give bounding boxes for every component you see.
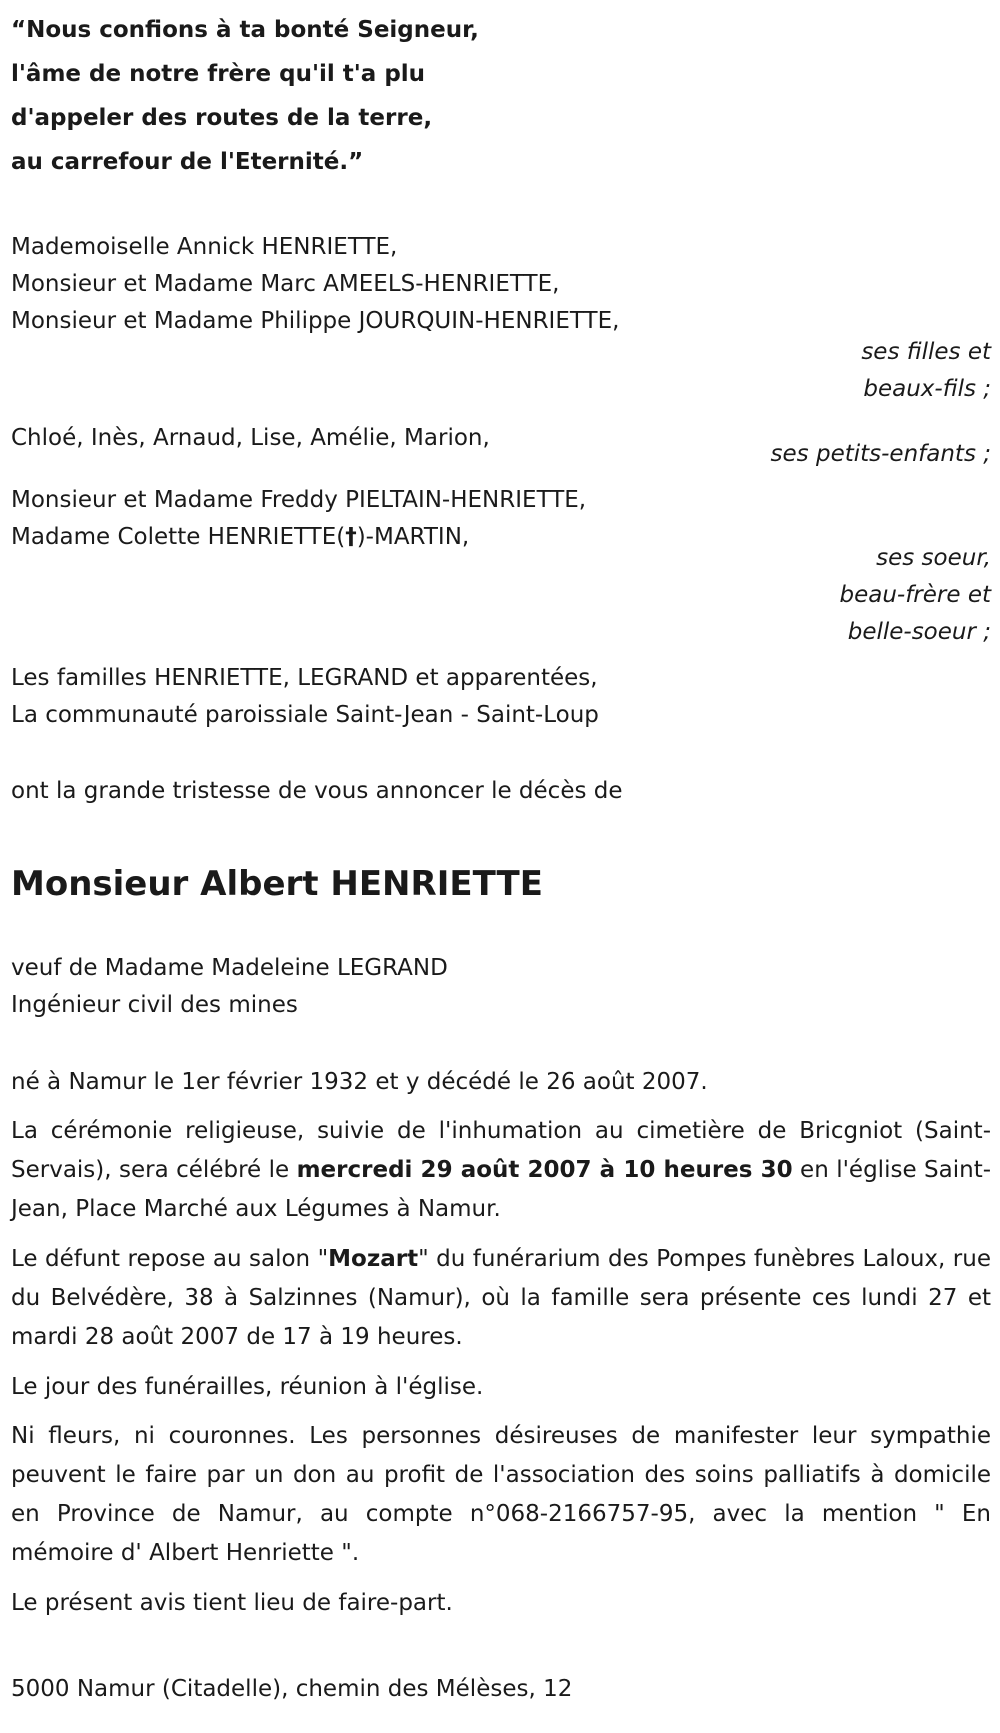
ceremony-paragraph	[11, 1112, 991, 1229]
meeting-line	[11, 1368, 991, 1407]
cross-icon: †	[345, 524, 357, 550]
epigraph-line: au carrefour de l'Eternité.”	[11, 149, 364, 175]
profession-line: Ingénieur civil des mines	[11, 992, 298, 1018]
announcement-text	[11, 773, 623, 810]
announcement-line: ont la grande tristesse de vous annoncer le décès de	[11, 778, 623, 804]
ceremony-text: La cérémonie religieuse, suivie de l'inhumation au cimetière de Bricgniot (Saint-Servais), sera célébré le	[11, 1118, 991, 1183]
family-member-name: Madame Colette HENRIETTE(	[11, 524, 346, 550]
epigraph-line: “Nous confions à ta bonté Seigneur,	[11, 17, 479, 43]
family-member: Chloé, Inès, Arnaud, Lise, Amélie, Marion,	[11, 425, 490, 451]
family-member-name-end: )-MARTIN,	[356, 524, 470, 550]
ceremony-date: mercredi 29 août 2007 à 10 heures 30	[296, 1157, 793, 1183]
siblings-role	[839, 540, 991, 651]
daughters-role	[861, 334, 991, 408]
role-line: belle-soeur ;	[847, 619, 991, 645]
epigraph-line: d'appeler des routes de la terre,	[11, 105, 433, 131]
siblings-list	[11, 482, 586, 556]
birth-death-line	[11, 1063, 991, 1102]
grandchildren-role	[771, 436, 991, 473]
address-line	[11, 1670, 991, 1709]
families-list	[11, 660, 599, 734]
notice-text: Le présent avis tient lieu de faire-part.	[11, 1590, 453, 1616]
ceremony-text-end: en l'église Saint-Jean, Place Marché aux Légumes à Namur.	[11, 1157, 992, 1222]
meeting-text: Le jour des funérailles, réunion à l'église.	[11, 1374, 484, 1400]
flowers-text: Ni fleurs, ni couronnes. Les personnes désireuses de manifester leur sympathie peuvent le faire par un don au profit de l'association des soins palliatifs à domicile en Province de Namur, au compte n°068-2166757-95, avec la mention " En mémoire d' Albert Henriette ".	[11, 1423, 991, 1566]
epigraph-quote	[11, 8, 479, 184]
family-member: Monsieur et Madame Freddy PIELTAIN-HENRIETTE,	[11, 487, 587, 513]
flowers-paragraph	[11, 1417, 991, 1573]
notice-line	[11, 1584, 991, 1623]
family-member: Monsieur et Madame Philippe JOURQUIN-HENRIETTE,	[11, 308, 620, 334]
epigraph-line: l'âme de notre frère qu'il t'a plu	[11, 61, 426, 87]
role-line: ses filles et	[861, 339, 991, 365]
birth-death-text: né à Namur le 1er février 1932 et y décédé le 26 août 2007.	[11, 1069, 708, 1095]
rest-text-end: " du funérarium des Pompes funèbres Laloux, rue du Belvédère, 38 à Salzinnes (Namur), où la famille sera présente ces lundi 27 et mardi 28 août 2007 de 17 à 19 heures.	[11, 1246, 991, 1350]
rest-text: Le défunt repose au salon "	[11, 1246, 329, 1272]
family-member: La communauté paroissiale Saint-Jean - Saint-Loup	[11, 702, 599, 728]
family-member: Les familles HENRIETTE, LEGRAND et apparentées,	[11, 665, 598, 691]
daughters-list	[11, 229, 619, 340]
family-member: Mademoiselle Annick HENRIETTE,	[11, 234, 398, 260]
family-member	[11, 519, 586, 556]
grandchildren-list	[11, 420, 490, 457]
address-text: 5000 Namur (Citadelle), chemin des Mélèses, 12	[11, 1676, 573, 1702]
role-line: beaux-fils ;	[863, 376, 991, 402]
role-line: beau-frère et	[839, 582, 991, 608]
rest-paragraph	[11, 1240, 991, 1357]
deceased-name: Monsieur Albert HENRIETTE	[11, 864, 543, 904]
deceased-details	[11, 950, 448, 1024]
role-line: ses soeur,	[876, 545, 991, 571]
obituary-page	[11, 0, 991, 1733]
role-line: ses petits-enfants ;	[770, 441, 991, 467]
salon-name: Mozart	[328, 1246, 419, 1272]
family-member: Monsieur et Madame Marc AMEELS-HENRIETTE,	[11, 271, 560, 297]
widower-line: veuf de Madame Madeleine LEGRAND	[11, 955, 448, 981]
